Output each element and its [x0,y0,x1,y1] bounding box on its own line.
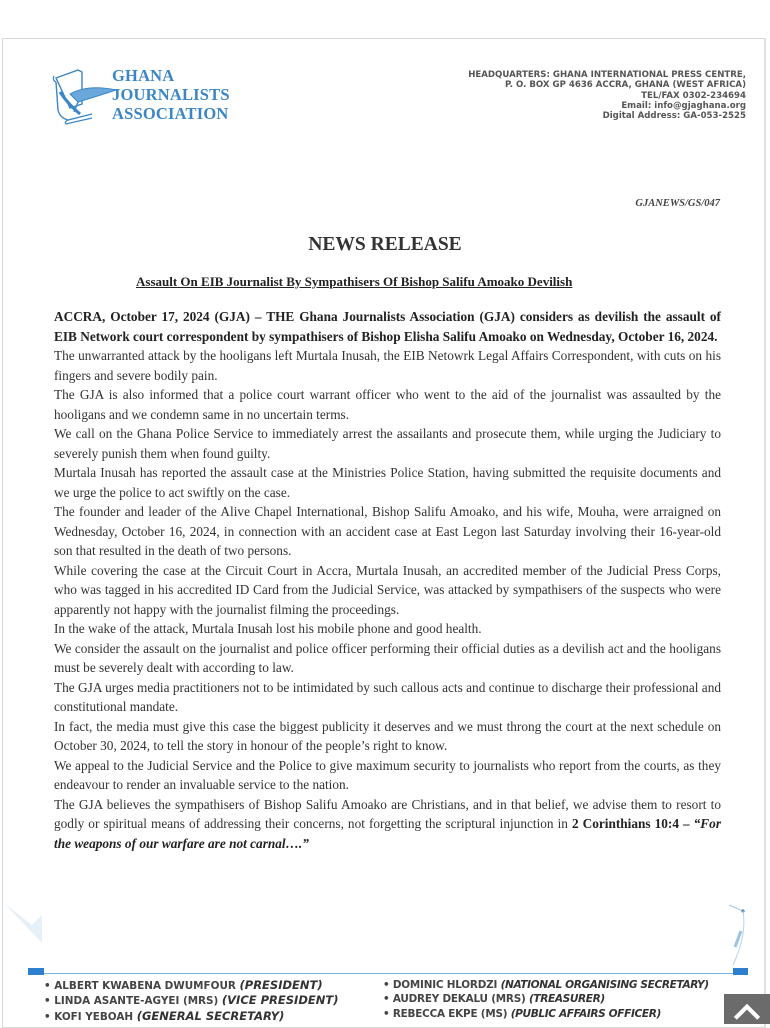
paragraph: In the wake of the attack, Murtala Inusah lost his mobile phone and good health. [54,621,482,636]
footer-accent-left [28,968,44,975]
lead-paragraph: ACCRA, October 17, 2024 (GJA) – THE Ghana Journalists Association (GJA) considers as devilish the assault of EIB Network court correspondent by sympathisers of Bishop Elisha Salifu Amoako on Wednesday, October 16, 2024. [54,309,721,344]
paragraph: Murtala Inusah has reported the assault case at the Ministries Police Station, having submitted the requisite documents and we urge the police to act swiftly on the case. [54,465,721,500]
officer-entry: • ALBERT KWABENA DWUMFOUR (PRESIDENT) [44,978,323,992]
officer-entry: • DOMINIC HLORDZI (NATIONAL ORGANISING SECRETARY) [383,979,709,991]
hq-digital-address: Digital Address: GA-053-2525 [602,111,746,122]
paragraph: The unwarranted attack by the hooligans left Murtala Inusah, the EIB Netowrk Legal Affairs Correspondent, with cuts on his fingers and severe bodily pain. [54,348,721,383]
officer-name: LINDA ASANTE-AGYEI (MRS) [54,995,219,1008]
quill-decoration-icon [725,895,755,970]
officer-entry: • REBECCA EKPE (MS) (PUBLIC AFFAIRS OFFICER) [383,1007,661,1020]
officer-name: ALBERT KWABENA DWUMFOUR [54,980,236,992]
officer-role: (PRESIDENT) [239,978,323,992]
officer-name: KOFI YEBOAH [54,1010,134,1023]
officer-role: (PUBLIC AFFAIRS OFFICER) [510,1007,661,1020]
officer-role: (VICE PRESIDENT) [221,993,339,1008]
page-title: NEWS RELEASE [308,234,462,255]
paragraph: While covering the case at the Circuit Court in Accra, Murtala Inusah, an accredited member of the Judicial Press Corps, who was tagged in his accredited ID Card from the Judicial Service, was attacked by sympathisers of the suspects who were apparently not happy with the journalist filming the proceedings. [54,562,721,617]
headline: Assault On EIB Journalist By Sympathisers Of Bishop Salifu Amoako Devilish [136,274,573,289]
paragraph: The GJA is also informed that a police court warrant officer who went to the aid of the journalist was assaulted by the hooligans and we condemn same in no uncertain terms. [54,387,721,422]
officer-name: DOMINIC HLORDZI [392,979,498,991]
officers-list-left [44,978,338,1024]
reference-number: GJANEWS/GS/047 [635,198,720,209]
org-name [112,66,230,123]
hq-line: P. O. BOX GP 4636 ACCRA, GHANA (WEST AFRICA) [505,80,746,91]
hq-line: TEL/FAX 0302-234694 [641,90,746,101]
paragraph: We call on the Ghana Police Service to immediately arrest the assailants and prosecute them, while urging the Judiciary to severely punish them when found guilty. [54,426,721,461]
officer-entry: • KOFI YEBOAH (GENERAL SECRETARY) [44,1008,285,1023]
closing-text: The GJA believes the sympathisers of Bishop Salifu Amoako are Christians, and in that belief, we advise them to resort to godly or spiritual means of addressing their concerns, not forgetting the scriptural injunction in [54,796,721,831]
chevron-up-icon [731,1000,763,1020]
scripture-citation: 2 Corinthians 10:4 – [571,816,694,831]
footer-divider [28,973,744,974]
footer-accent-right [733,968,748,975]
officer-role: (TREASURER) [528,993,605,1006]
paragraph: We consider the assault on the journalist and police officer performing their official duties as a devilish act and the hooligans must be severely dealt with according to law. [54,640,721,675]
paragraph: We appeal to the Judicial Service and the Police to give maximum security to journalists who report from the courts, as they endeavour to render an invaluable service to the nation. [54,757,721,792]
paragraph: The founder and leader of the Alive Chapel International, Bishop Salifu Amoako, and his wife, Mouha, were arraigned on Wednesday, October 16, 2024, in connection with an accident case at East Legon last Saturday involving their 16-year-old son that resulted in the death of two persons. [54,504,721,558]
paragraph: In fact, the media must give this case the biggest publicity it deserves and we must throng the court at the next schedule on October 30, 2024, to tell the story in honour of the people’s right to know. [54,718,721,753]
watermark-decoration-icon [2,895,47,945]
scripture-quote: “For the weapons of our warfare are not carnal….” [54,816,721,851]
officer-name: REBECCA EKPE (MS) [392,1007,508,1020]
officers-list-right [383,978,709,1021]
officer-name: AUDREY DEKALU (MRS) [392,993,526,1006]
officer-role: (NATIONAL ORGANISING SECRETARY) [500,979,709,991]
officer-role: (GENERAL SECRETARY) [136,1008,285,1023]
scroll-to-top-button[interactable] [724,994,770,1024]
org-name-line: GHANA [112,66,175,85]
gja-logo-icon [48,64,118,128]
hq-line: HEADQUARTERS: GHANA INTERNATIONAL PRESS CENTRE, [468,70,746,80]
release-body [54,307,721,853]
officer-entry: • LINDA ASANTE-AGYEI (MRS) (VICE PRESIDENT) [44,993,339,1008]
hq-email: Email: info@gjaghana.org [621,100,746,111]
org-name-line: ASSOCIATION [112,104,229,123]
org-name-line: JOURNALISTS [112,85,230,104]
paragraph: The GJA urges media practitioners not to be intimidated by such callous acts and continue to discharge their professional and constitutional mandate. [54,679,721,714]
officer-entry: • AUDREY DEKALU (MRS) (TREASURER) [383,993,605,1006]
closing-paragraph [54,795,721,854]
headquarters-address [468,70,746,121]
